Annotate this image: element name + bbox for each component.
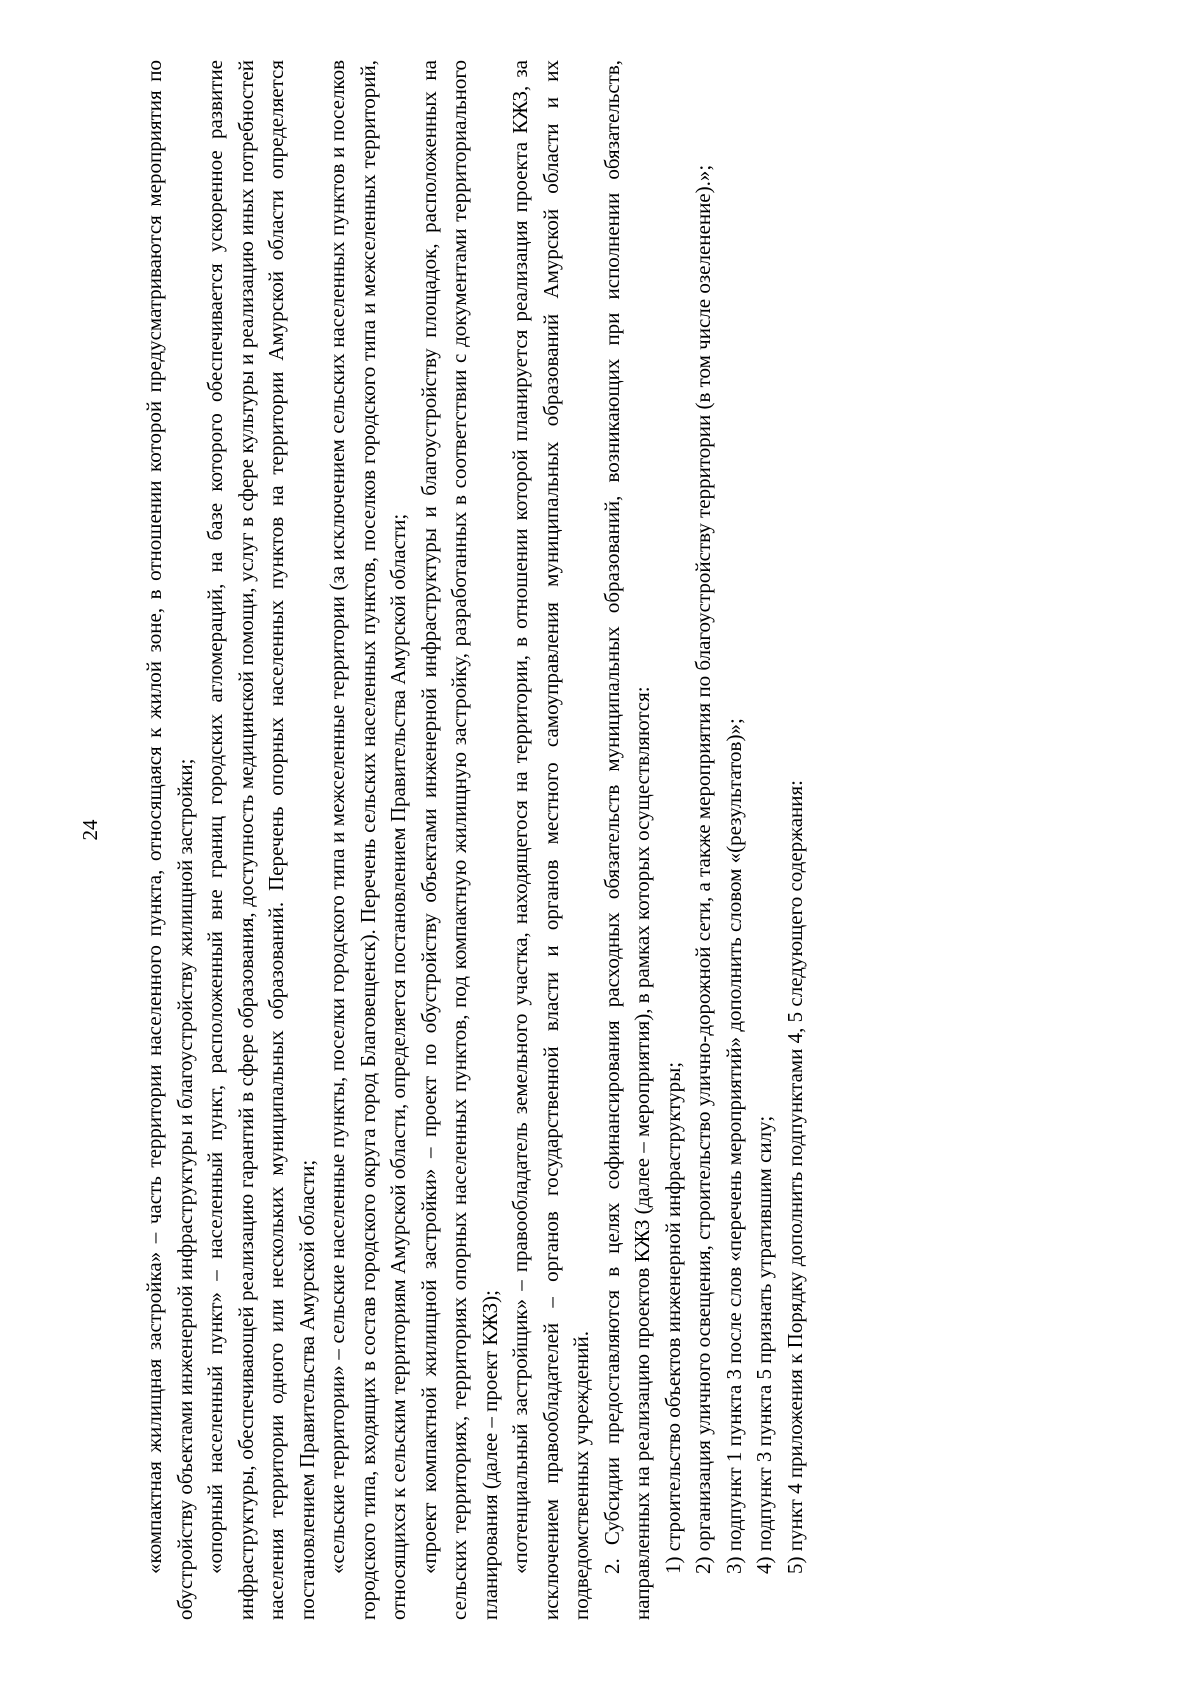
list-item-5: 5) пункт 4 приложения к Порядку дополнить подпунктами 4, 5 следующего содержания: bbox=[782, 780, 807, 1574]
document-body bbox=[139, 60, 1019, 1620]
list-item-3: 3) подпункт 1 пункта 3 после слов «перечень мероприятий» дополнить словом «(результатов)»; bbox=[721, 718, 746, 1574]
paragraph-kzhz-project-definition: «проект компактной жилищной застройки» – проект по обустройству объектами инженерной инфраструктуры и благоустройству площадок, расположенных на сельских территориях, территориях опорных населенных пунктов, под компактную жилищную застройку, разработанных в соответствии с документами территориального планирования (далее – проект КЖЗ); bbox=[416, 60, 502, 1620]
list-item-1: 1) строительство объектов инженерной инфраструктуры; bbox=[660, 1061, 685, 1574]
list-item-2: 2) организация уличного освещения, строительство улично-дорожной сети, а также мероприятия по благоустройству территории (в том числе озеленение).»; bbox=[691, 164, 715, 1574]
paragraph-rural-territories-definition: «сельские территории» – сельские населенные пункты, поселки городского типа и межселенные территории (за исключением сельских населенных пунктов и поселков городского типа, входящих в состав городского округа город Благовещенск). Перечень сельских населенных пунктов, поселков городского типа и межселенных территорий, относящихся к сельским территориям Амурской области, определяется постановлением Правительства Амурской области; bbox=[325, 60, 410, 1620]
paragraph-compact-housing-definition: «компактная жилищная застройка» – часть территории населенного пункта, относящаяся к жилой зоне, в отношении которой предусматриваются мероприятия по обустройству объектами инженерной инфраструктуры и благоустройству жилищной застройки; bbox=[142, 60, 197, 1620]
list-item-4: 4) подпункт 3 пункта 5 признать утратившим силу; bbox=[752, 1115, 776, 1574]
page-number: 24 bbox=[78, 819, 102, 841]
paragraph-subsidies-purpose: 2. Субсидии предоставляются в целях софинансирования расходных обязательств муниципальных образований, возникающих при исполнении обязательств, направленных на реализацию проектов КЖЗ (далее – мероприятия), в рамках которых осуществляются: bbox=[599, 60, 654, 1620]
paragraph-potential-developer-definition: «потенциальный застройщик» – правообладатель земельного участка, находящегося на территории, в отношении которой планируется реализация проекта КЖЗ, за исключением правообладателей – органов государственной власти и органов местного самоуправления муниципальных образований Амурской области и их подведомственных учреждений. bbox=[508, 60, 593, 1620]
paragraph-support-settlement-definition: «опорный населенный пункт» – населенный пункт, расположенный вне границ городских агломераций, на базе которого обеспечивается ускоренное развитие инфраструктуры, обеспечивающей реализацию гарантий в сфере образования, доступность медицинской помощи, услуг в сфере культуры и реализацию иных потребностей населения территории одного или нескольких муниципальных образований. Перечень опорных населенных пунктов на территории Амурской области определяется постановлением Правительства Амурской области; bbox=[203, 60, 319, 1620]
